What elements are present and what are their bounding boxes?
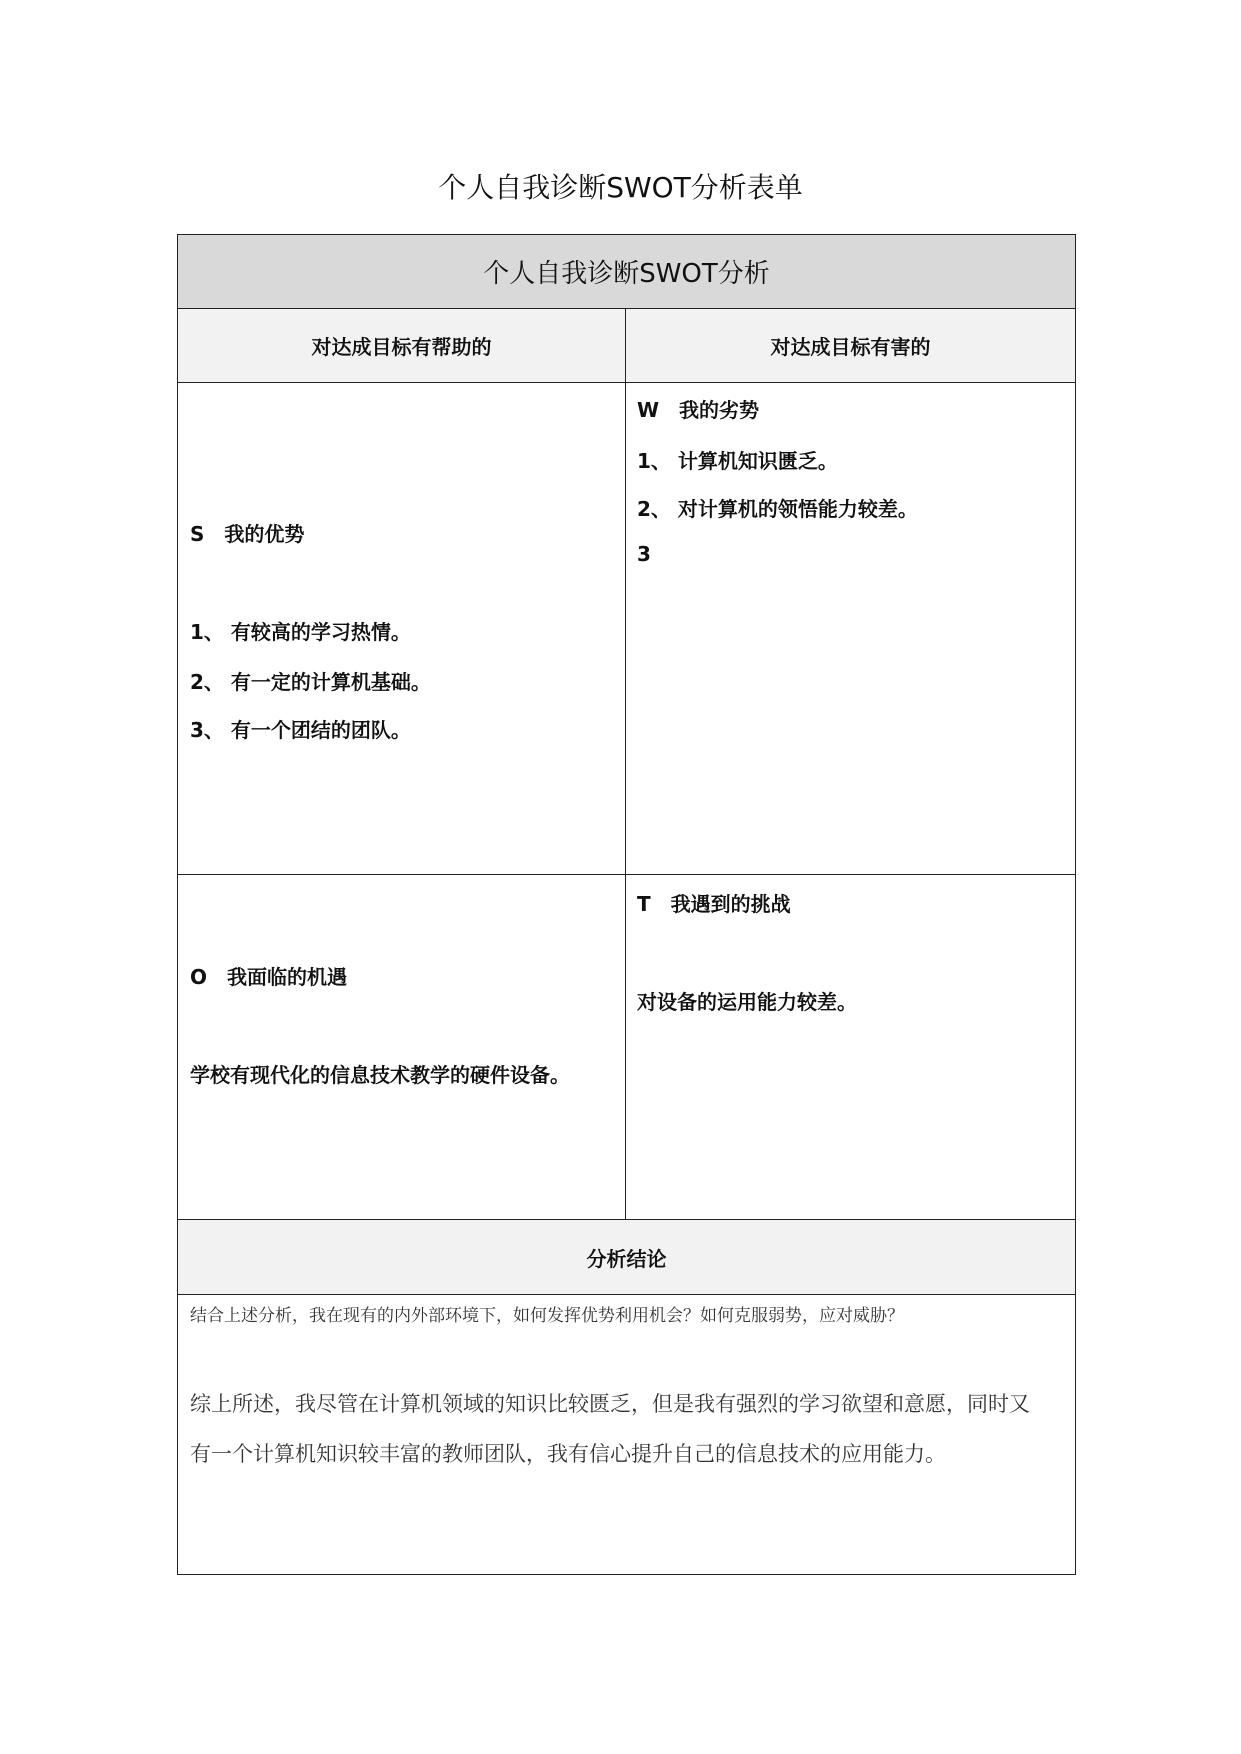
weakness-item: 2、 对计算机的领悟能力较差。 [637, 497, 918, 521]
table-title: 个人自我诊断SWOT分析 [483, 259, 770, 289]
helpful-label: 对达成目标有帮助的 [311, 335, 492, 359]
threats-text: 对设备的运用能力较差。 [637, 990, 857, 1014]
weaknesses-heading: W 我的劣势 [637, 398, 760, 422]
weakness-item: 1、 计算机知识匮乏。 [637, 449, 838, 473]
opportunities-text: 学校有现代化的信息技术教学的硬件设备。 [190, 1063, 570, 1087]
strength-item: 1、 有较高的学习热情。 [190, 620, 411, 644]
conclusion-header [177, 1219, 1076, 1295]
strength-item: 3、 有一个团结的团队。 [190, 718, 411, 742]
strengths-heading: S 我的优势 [190, 522, 305, 546]
table-title-cell [177, 234, 1076, 309]
harmful-label: 对达成目标有害的 [770, 335, 931, 359]
document-title: 个人自我诊断SWOT分析表单 [438, 171, 803, 204]
conclusion-line: 有一个计算机知识较丰富的教师团队，我有信心提升自己的信息技术的应用能力。 [190, 1442, 946, 1466]
opportunities-cell [177, 874, 626, 1220]
conclusion-heading: 分析结论 [586, 1246, 667, 1271]
harmful-header [625, 308, 1076, 383]
conclusion-prompt: 结合上述分析，我在现有的内外部环境下，如何发挥优势利用机会？如何克服弱势，应对威胁？ [190, 1306, 904, 1326]
threats-cell [625, 874, 1076, 1220]
helpful-header [177, 308, 626, 383]
opportunities-heading: O 我面临的机遇 [190, 965, 348, 989]
strength-item: 2、 有一定的计算机基础。 [190, 670, 431, 694]
conclusion-line: 综上所述，我尽管在计算机领域的知识比较匮乏，但是我有强烈的学习欲望和意愿，同时又 [190, 1392, 1030, 1416]
conclusion-cell [177, 1294, 1076, 1575]
threats-heading: T 我遇到的挑战 [637, 892, 791, 916]
weakness-item: 3 [637, 542, 651, 566]
